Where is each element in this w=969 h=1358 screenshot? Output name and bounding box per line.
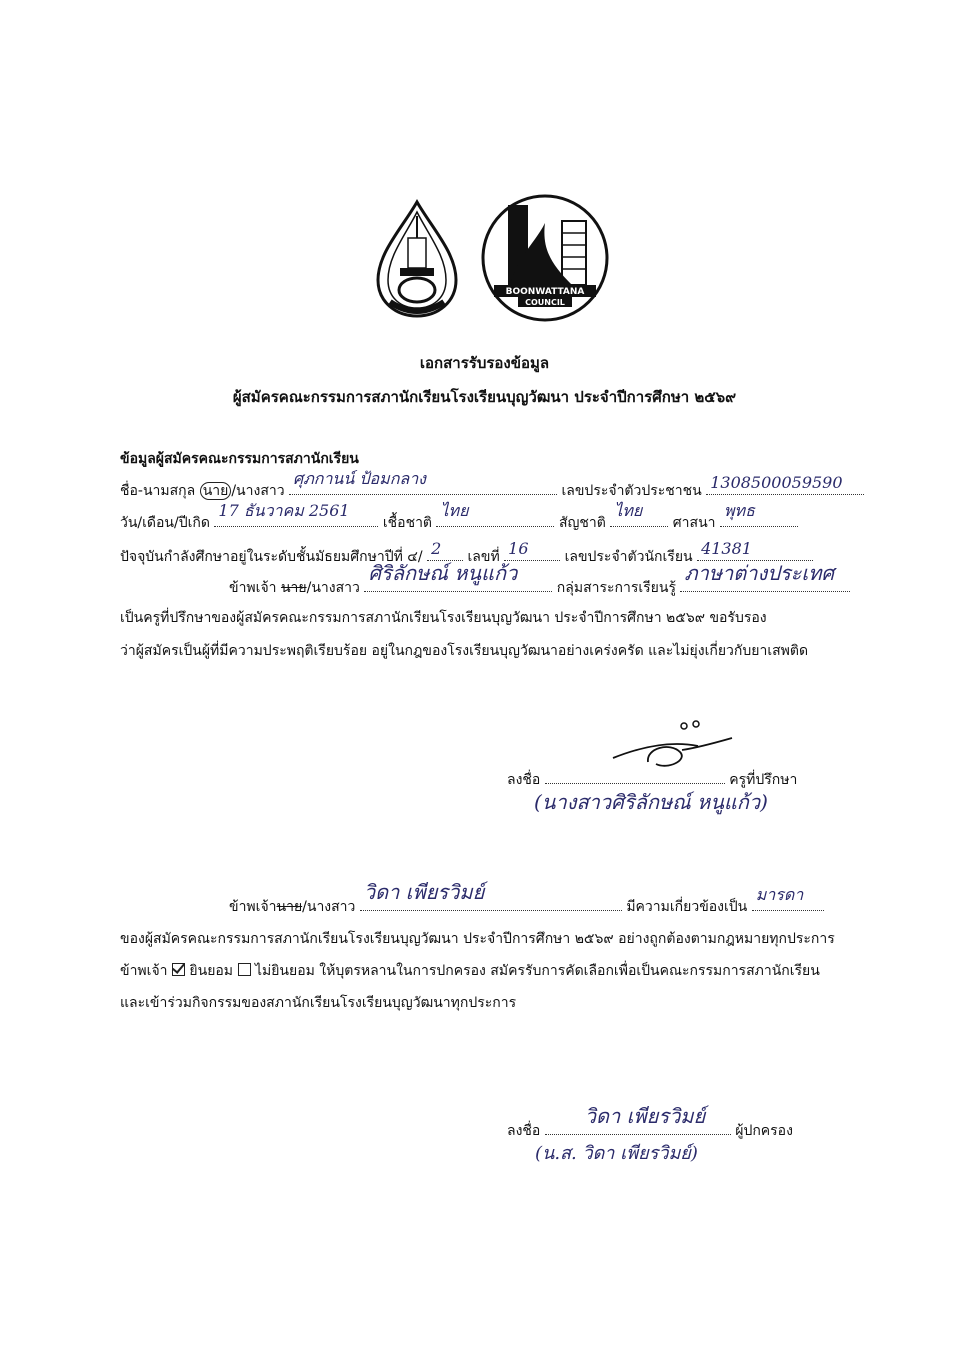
- dob-value: 17 ธันวาคม 2561: [218, 501, 350, 520]
- consent-row: [120, 960, 820, 982]
- dept-value: ภาษาต่างประเทศ: [684, 561, 835, 585]
- study-label: ปัจจุบันกำลังศึกษาอยู่ในระดับชั้นมัธยมศึกษาปีที่ ๔/: [120, 549, 423, 565]
- consent-label: ยินยอม: [189, 963, 234, 979]
- guardian-sign-label: ลงชื่อ: [507, 1123, 541, 1139]
- number-label: เลขที่: [467, 549, 500, 565]
- guardian-printed-name: (น.ส. วิดา เพียรวิมย์): [535, 1143, 698, 1164]
- race-field[interactable]: [436, 501, 554, 527]
- race-value: ไทย: [440, 501, 469, 520]
- dept-field[interactable]: [680, 561, 850, 592]
- id-value: 1308500059590: [710, 473, 843, 492]
- consent-checkbox[interactable]: [172, 963, 185, 976]
- nationality-label: สัญชาติ: [558, 515, 606, 531]
- council-logo: [480, 193, 610, 323]
- teacher-name-field[interactable]: [364, 561, 552, 592]
- guardian-title-mr-struck: นาย: [276, 899, 303, 915]
- guardian-title-miss: /นางสาว: [302, 899, 356, 915]
- religion-value: พุทธ: [723, 501, 755, 520]
- id-label: เลขประจำตัวประชาชน: [561, 483, 702, 499]
- teacher-title-miss: /นางสาว: [306, 580, 360, 596]
- religion-field[interactable]: [720, 501, 798, 527]
- consent-prefix: ข้าพเจ้า: [120, 963, 168, 979]
- name-value: ศุภกานน์ ป้อมกลาง: [293, 469, 426, 488]
- council-logo-text-2: COUNCIL: [525, 298, 565, 307]
- guardian-line-4: และเข้าร่วมกิจกรรมของสภานักเรียนโรงเรียนบุญวัฒนาทุกประการ: [120, 995, 517, 1011]
- guardian-sign-role: ผู้ปกครอง: [735, 1123, 793, 1139]
- room-value: 2: [431, 539, 442, 558]
- guardian-line-2: ของผู้สมัครคณะกรรมการสภานักเรียนโรงเรียนบุญวัฒนา ประจำปีการศึกษา ๒๕๖๙ อย่างถูกต้องตามกฎหมายทุกประการ: [120, 931, 835, 947]
- teacher-sign-field[interactable]: [545, 767, 725, 784]
- guardian-prefix: ข้าพเจ้า: [229, 899, 277, 915]
- teacher-sign-label: ลงชื่อ: [507, 772, 541, 788]
- number-value: 16: [508, 539, 529, 558]
- id-field[interactable]: [706, 473, 864, 495]
- dob-field[interactable]: [214, 501, 378, 527]
- guardian-signature: วิดา เพียรวิมย์: [584, 1104, 706, 1128]
- teacher-prefix: ข้าพเจ้า: [229, 580, 277, 596]
- teacher-title-mr-struck: นาย: [280, 580, 307, 596]
- paragraph-1-line-1: เป็นครูที่ปรึกษาของผู้สมัครคณะกรรมการสภานักเรียนโรงเรียนบุญวัฒนา ประจำปีการศึกษา ๒๕๖๙ ขอรับรอง: [120, 610, 767, 626]
- guardian-name-value: วิดา เพียรวิมย์: [363, 880, 485, 904]
- paragraph-1-line-2: ว่าผู้สมัครเป็นผู้ที่มีความประพฤติเรียบร้อย อยู่ในกฎของโรงเรียนบุญวัฒนาอย่างเคร่งครัด และไม่ยุ่งเกี่ยวกับยาเสพติด: [120, 643, 809, 659]
- student-id-value: 41381: [701, 539, 752, 558]
- teacher-name-value: ศิริลักษณ์ หนูแก้ว: [368, 561, 518, 585]
- nationality-value: ไทย: [614, 501, 643, 520]
- consent-rest: ให้บุตรหลานในการปกครอง สมัครรับการคัดเลือกเพื่อเป็นคณะกรรมการสภานักเรียน: [319, 963, 820, 979]
- dob-row: [120, 501, 798, 534]
- title-miss: /นางสาว: [231, 483, 285, 499]
- race-label: เชื้อชาติ: [382, 515, 433, 531]
- nationality-field[interactable]: [610, 501, 668, 527]
- teacher-row: [229, 561, 850, 599]
- dept-label: กลุ่มสาระการเรียนรู้: [556, 580, 676, 596]
- school-seal-logo: [372, 198, 462, 320]
- council-logo-text-1: BOONWATTANA: [505, 287, 585, 297]
- student-id-label: เลขประจำตัวนักเรียน: [564, 549, 693, 565]
- relation-value: มารดา: [755, 885, 804, 904]
- relation-label: มีความเกี่ยวข้องเป็น: [626, 899, 748, 915]
- religion-label: ศาสนา: [672, 515, 716, 531]
- document-subtitle: ผู้สมัครคณะกรรมการสภานักเรียนโรงเรียนบุญวัฒนา ประจำปีการศึกษา ๒๕๖๙: [232, 388, 737, 406]
- teacher-sign-role: ครูที่ปรึกษา: [729, 772, 798, 788]
- guardian-row: [229, 880, 824, 918]
- section-heading: ข้อมูลผู้สมัครคณะกรรมการสภานักเรียน: [120, 451, 359, 467]
- not-consent-label: ไม่ยินยอม: [254, 963, 315, 979]
- title-mr-circled: นาย: [200, 482, 232, 500]
- guardian-sign-field[interactable]: [545, 1104, 731, 1135]
- relation-field[interactable]: [752, 885, 824, 911]
- name-field[interactable]: [289, 469, 557, 495]
- document-title: เอกสารรับรองข้อมูล: [419, 354, 550, 372]
- not-consent-checkbox[interactable]: [238, 963, 251, 976]
- name-label: ชื่อ-นามสกุล: [120, 483, 196, 499]
- dob-label: วัน/เดือน/ปีเกิด: [120, 515, 210, 531]
- guardian-name-field[interactable]: [360, 880, 622, 911]
- teacher-printed-name: (นางสาวศิริลักษณ์ หนูแก้ว): [534, 790, 768, 814]
